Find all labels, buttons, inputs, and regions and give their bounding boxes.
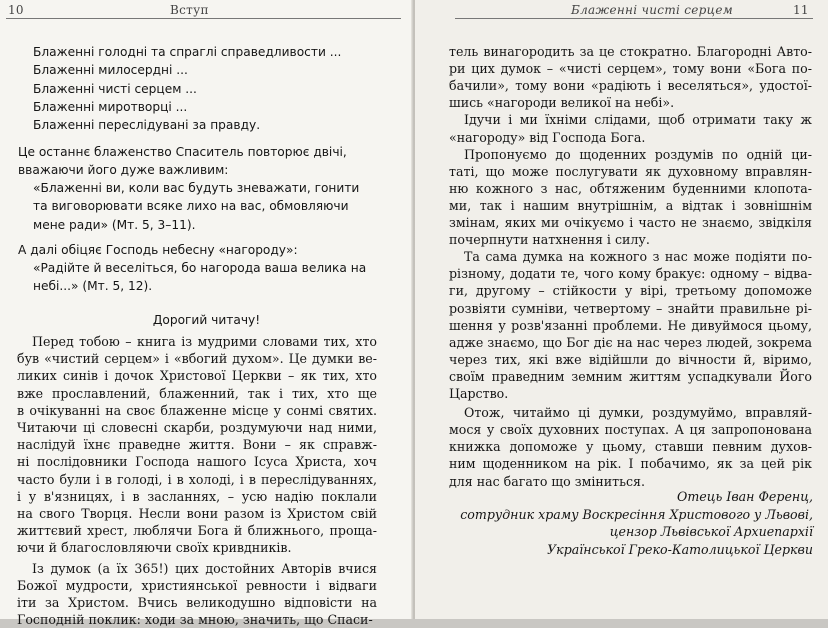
- body-text-line: тель винагородить за це стократно. Благородні Авто-: [449, 44, 812, 59]
- body-text-line: Пропонуємо до щоденних роздумів по одній ци-: [464, 146, 812, 162]
- running-head-left: Вступ: [170, 3, 209, 17]
- body-text-line: ми, так і нашим внутрішнім, а відтак і зовнішнім: [449, 197, 812, 213]
- body-text-line: ючи й благословляючи своїх кривдників.: [17, 540, 292, 556]
- scripture-quote-line: небі...» (Мт. 5, 12).: [33, 279, 153, 294]
- body-text-line: різному, додати те, чого кому бракує: одному – відва-: [449, 266, 812, 282]
- body-text-line: шись «нагороди великої на небі».: [449, 95, 675, 111]
- beatitude-line: Блаженні миротворці ...: [33, 99, 188, 114]
- body-text-line: книжка допоможе у цьому, ставши певним духов-: [449, 439, 812, 455]
- body-text-line: ги, другому – стійкости у вірі, третьому допоможе: [449, 283, 812, 299]
- body-text-line: розвіяти сумніви, четвертому – знайти правильне рі-: [449, 300, 812, 316]
- scripture-quote-line: «Радійте й веселіться, бо нагорода ваша велика на: [33, 261, 367, 275]
- body-text-line: ри цих думок – «чисті серцем», тому вони «Бога по-: [449, 61, 812, 77]
- body-text-line: мося у своїх духовних поступах. А ця запропонована: [449, 422, 812, 438]
- header-rule-right: [455, 18, 813, 19]
- body-text-line: Ідучи і ми їхніми слідами, щоб отримати таку ж: [464, 112, 812, 128]
- body-text-line: Царство.: [449, 386, 509, 401]
- beatitude-line: Блаженні переслідувані за правду.: [33, 118, 261, 133]
- body-text-line: Господній поклик: ходи за мною, значить, що Спаси-: [17, 612, 373, 628]
- left-page: [0, 0, 413, 628]
- body-text-line: в очікуванні на своє блаженне місце у сонмі святих.: [17, 402, 377, 418]
- intro-line: Це останнє блаженство Спаситель повторює двічі,: [18, 145, 347, 159]
- right-page: [415, 0, 828, 619]
- body-text-line: шення у розв'язанні проблеми. Не дивуймося цьому,: [449, 317, 812, 333]
- beatitude-line: Блаженні голодні та спраглі справедливости ...: [33, 45, 342, 59]
- author-title-line: Української Греко-Католицької Церкви: [547, 541, 813, 557]
- body-text-line: життєвий хрест, люблячи Бога й ближнього, проща-: [17, 523, 377, 539]
- body-text-line: вже прославлений, блаженний, так і тих, хто ще: [17, 385, 377, 401]
- body-text-line: ликих синів і дочок Христової Церкви – як тих, хто: [17, 368, 377, 384]
- beatitude-line: Блаженні чисті серцем ...: [33, 81, 197, 96]
- intro-line: вважаючи його дуже важливим:: [18, 163, 229, 178]
- header-rule-left: [6, 18, 401, 19]
- body-text-line: бачили», тому вони «радіють і веселяться», удостої-: [449, 78, 812, 94]
- body-text-line: через тих, які вже відійшли до вічности й, віримо,: [449, 351, 812, 367]
- intro-line: А далі обіцяє Господь небесну «нагороду»:: [18, 243, 298, 257]
- body-text-line: Із думок (а їх 365!) цих достойних Авторів вчися: [32, 560, 377, 576]
- body-text-line: Божої мудрости, християнської ревности і відваги: [17, 577, 377, 593]
- body-text-line: своїм праведним земним життям успадкували Його: [449, 368, 812, 384]
- body-text-line: ним щоденником на рік. І побачимо, як за цей рік: [449, 456, 812, 472]
- body-text-line: і у в'язницях, і в засланнях, – усю надію поклали: [17, 488, 377, 504]
- scripture-quote-line: «Блаженні ви, коли вас будуть зневажати, гонити: [33, 181, 360, 195]
- body-text-line: ні послідовники Господа нашого Ісуса Христа, хоч: [17, 454, 377, 470]
- beatitude-line: Блаженні милосердні ...: [33, 63, 188, 78]
- page-number-left: 10: [8, 3, 24, 17]
- scripture-quote-line: та виговорювати всяке лихо на вас, обмовляючи: [33, 199, 349, 214]
- body-text-line: іти за Христом. Вчись великодушно відповісти на: [17, 595, 377, 610]
- body-text-line: Перед тобою – книга із мудрими словами тих, хто: [32, 334, 377, 349]
- running-head-right: Блаженні чисті серцем: [571, 3, 733, 17]
- author-title-line: цензор Львівської Архиепархії: [609, 524, 813, 539]
- body-text-line: Та сама думка на кожного з нас може подіяти по-: [464, 249, 812, 265]
- body-text-line: наслідуй їхнє праведне життя. Вони – як справж-: [17, 437, 377, 453]
- body-text-line: на свого Творця. Несли вони разом із Христом свій: [17, 506, 377, 521]
- body-text-line: «нагороду» від Господа Бога.: [449, 129, 646, 145]
- body-text-line: Отож, читаймо ці думки, роздумуймо, вправляй-: [464, 405, 812, 421]
- section-heading: Дорогий читачу!: [152, 313, 261, 327]
- author-title-line: сотрудник храму Воскресіння Христового у Львові,: [460, 506, 813, 522]
- body-text-line: часто були і в голоді, і в холоді, і в переслідуваннях,: [17, 471, 377, 487]
- body-text-line: був «чистий серцем» і «вбогий духом». Це думки ве-: [17, 351, 377, 367]
- author-name: Отець Іван Ференц,: [677, 489, 813, 504]
- body-text-line: таті, що може послугувати як духовному вправлян-: [449, 163, 812, 179]
- page-number-right: 11: [793, 3, 809, 17]
- body-text-line: ню кожного з нас, обтяженим буденними клопота-: [449, 180, 812, 196]
- body-text-line: для нас багато що зміниться.: [449, 473, 646, 489]
- scripture-quote-line: мене ради» (Мт. 5, 3–11).: [33, 217, 196, 232]
- body-text-line: змінам, яких ми очікуємо і часто не знаємо, звідкіля: [449, 215, 812, 230]
- body-text-line: почерпнути натхнення і силу.: [449, 232, 650, 248]
- body-text-line: Читаючи ці словесні скарби, роздумуючи над ними,: [17, 420, 377, 435]
- body-text-line: адже знаємо, що Бог діє на нас через людей, зокрема: [449, 334, 812, 350]
